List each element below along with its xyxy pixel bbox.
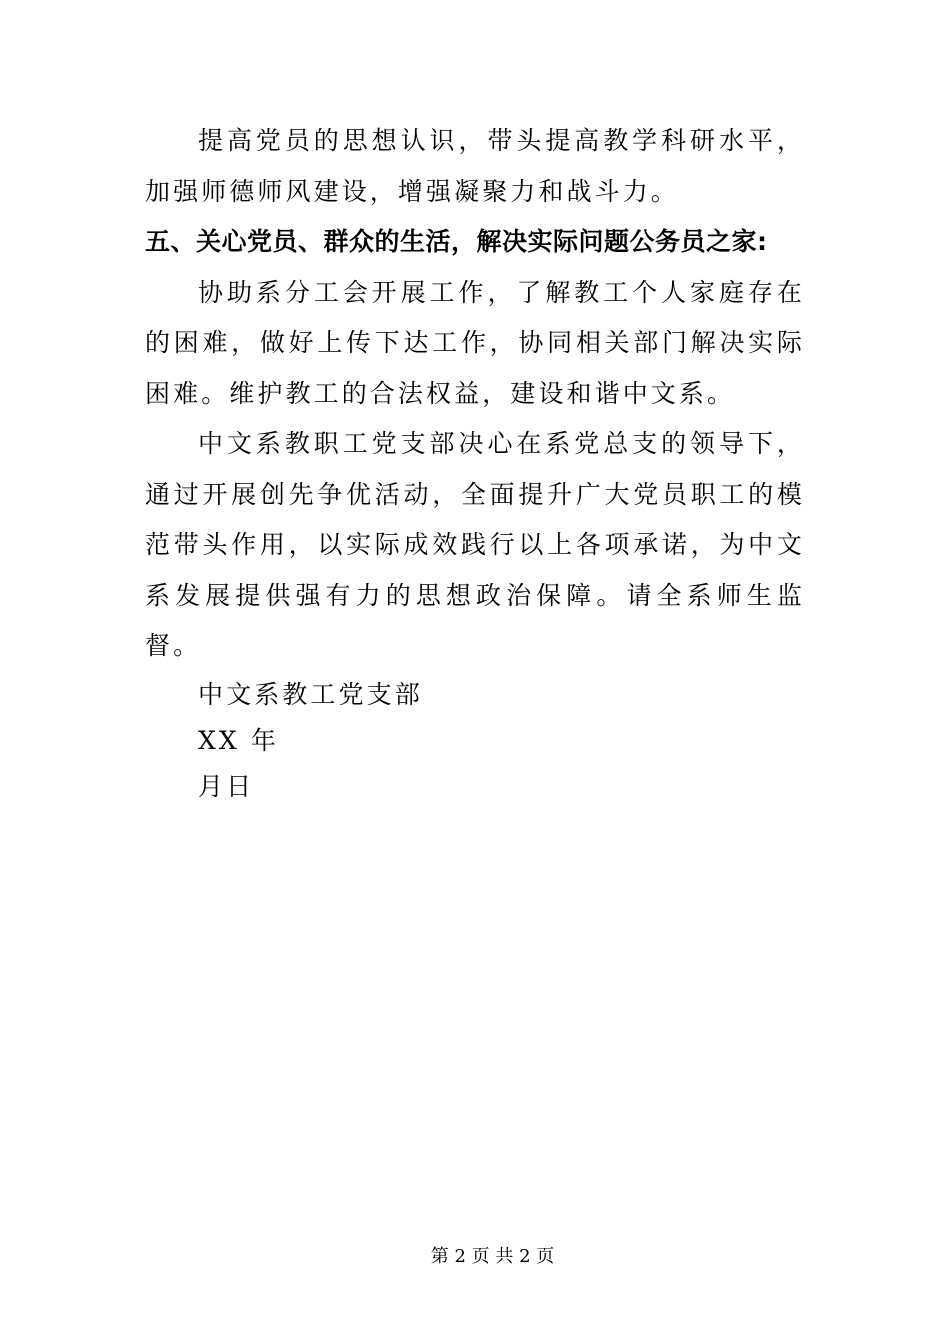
signature-year: XX 年 — [198, 725, 279, 755]
paragraph-teaching-quality: 提高党员的思想认识，带头提高教学科研水平，加强师德师风建设，增强凝聚力和战斗力。 — [145, 126, 805, 206]
paragraph-commitment: 中文系教职工党支部决心在系党总支的领导下，通过开展创先争优活动，全面提升广大党员职工的模范带头作用，以实际成效践行以上各项承诺，为中文系发展提供强有力的思想政治保障。请全系师生监督。 — [145, 429, 805, 660]
document-body — [145, 116, 805, 810]
section-heading-five: 五、关心党员、群众的生活，解决实际问题公务员之家: — [145, 227, 768, 256]
signature-org: 中文系教工党支部 — [198, 679, 423, 709]
page-footer: 第 2 页 共 2 页 — [430, 1246, 555, 1267]
signature-date: 月日 — [198, 771, 255, 801]
paragraph-union-support: 协助系分工会开展工作，了解教工个人家庭存在的困难，做好上传下达工作，协同相关部门解决实际困难。维护教工的合法权益，建设和谐中文系。 — [145, 277, 805, 408]
